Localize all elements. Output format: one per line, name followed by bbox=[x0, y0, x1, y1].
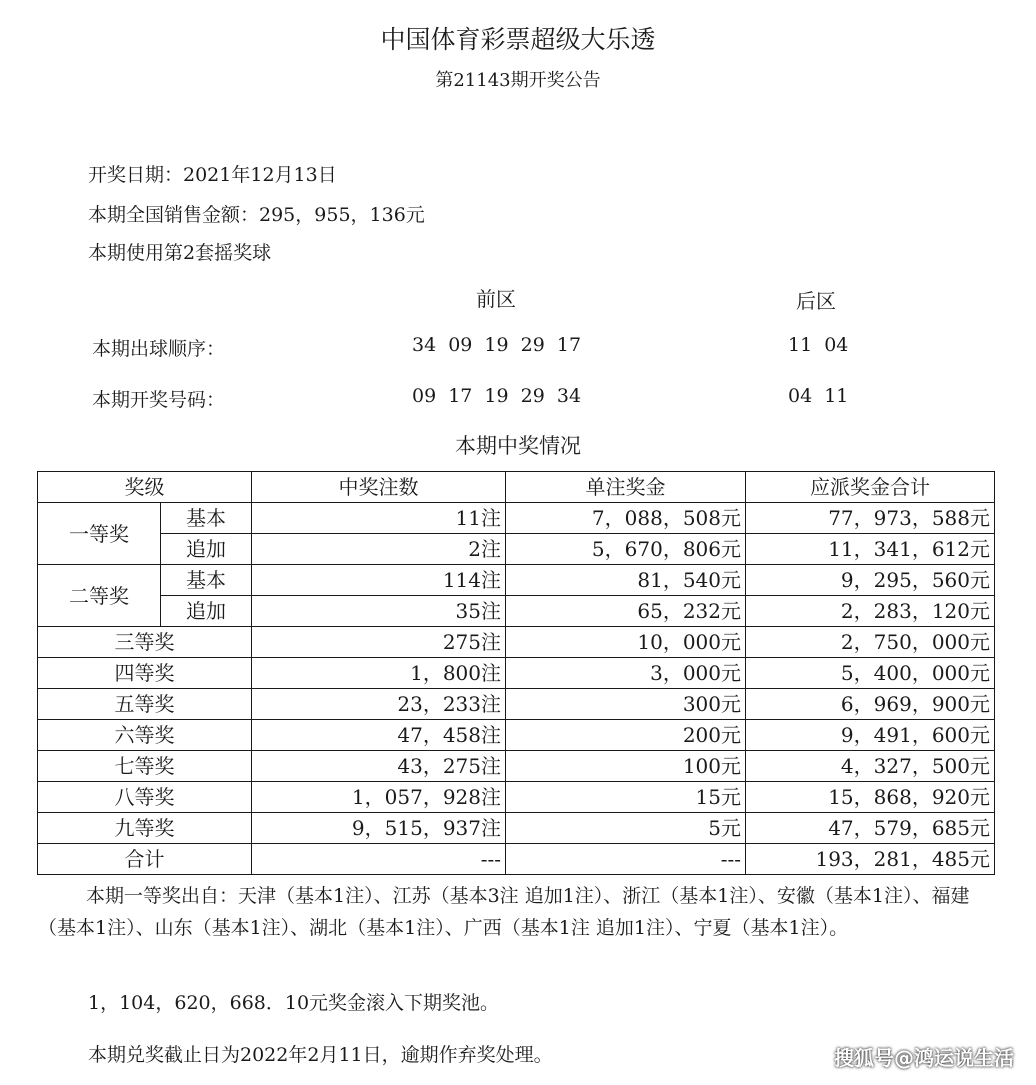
table-row bbox=[38, 720, 995, 751]
winner-count: 275注 bbox=[252, 627, 506, 658]
total-prize: 15，868，920元 bbox=[746, 782, 995, 813]
total-prize: 77，973，588元 bbox=[746, 503, 995, 534]
total-prize: 4，327，500元 bbox=[746, 751, 995, 782]
prize-level: 二等奖 bbox=[38, 565, 161, 627]
prize-sub-type: 基本 bbox=[161, 565, 252, 596]
unit-prize: 5，670，806元 bbox=[506, 534, 746, 565]
sum-label: 合计 bbox=[38, 844, 252, 875]
unit-prize: 81，540元 bbox=[506, 565, 746, 596]
winner-count: 9，515，937注 bbox=[252, 813, 506, 844]
table-row bbox=[38, 658, 995, 689]
header-cell: 应派奖金合计 bbox=[746, 472, 995, 503]
first-prize-origin: 本期一等奖出自：天津（基本1注）、江苏（基本3注 追加1注）、浙江（基本1注）、安徽（基本1注）、福建（基本1注）、山东（基本1注）、湖北（基本1注）、广西（基本1注 追加1注）、宁夏（基本1注）。 bbox=[38, 885, 970, 939]
prize-sub-type: 追加 bbox=[161, 534, 252, 565]
page-title: 中国体育彩票超级大乐透 bbox=[380, 25, 656, 54]
unit-prize: 200元 bbox=[506, 720, 746, 751]
table-row bbox=[38, 503, 995, 534]
table-row bbox=[38, 534, 995, 565]
unit-prize: 15元 bbox=[506, 782, 746, 813]
front-zone-label: 前区 bbox=[476, 287, 516, 311]
unit-prize: 100元 bbox=[506, 751, 746, 782]
winner-count: 23，233注 bbox=[252, 689, 506, 720]
unit-prize: 3，000元 bbox=[506, 658, 746, 689]
sum-count: --- bbox=[252, 844, 506, 875]
header-cell: 中奖注数 bbox=[252, 472, 506, 503]
winner-count: 43，275注 bbox=[252, 751, 506, 782]
total-prize: 11，341，612元 bbox=[746, 534, 995, 565]
unit-prize: 7，088，508元 bbox=[506, 503, 746, 534]
winner-count: 2注 bbox=[252, 534, 506, 565]
winner-count: 1，800注 bbox=[252, 658, 506, 689]
table-row bbox=[38, 596, 995, 627]
source-watermark: 搜狐号@鸿运说生活 bbox=[834, 1046, 1014, 1070]
draw-order-back: 11 04 bbox=[788, 334, 849, 356]
prize-level: 七等奖 bbox=[38, 751, 252, 782]
header-cell: 单注奖金 bbox=[506, 472, 746, 503]
draw-date: 开奖日期：2021年12月13日 bbox=[88, 164, 337, 186]
total-prize: 47，579，685元 bbox=[746, 813, 995, 844]
total-prize: 6，969，900元 bbox=[746, 689, 995, 720]
prize-sub-type: 基本 bbox=[161, 503, 252, 534]
prize-level: 六等奖 bbox=[38, 720, 252, 751]
draw-order-label: 本期出球顺序： bbox=[92, 338, 226, 360]
header-cell: 奖级 bbox=[38, 472, 252, 503]
total-prize: 2，750，000元 bbox=[746, 627, 995, 658]
table-row bbox=[38, 751, 995, 782]
unit-prize: 5元 bbox=[506, 813, 746, 844]
back-zone-label: 后区 bbox=[796, 289, 836, 313]
total-prize: 2，283，120元 bbox=[746, 596, 995, 627]
total-prize: 9，295，560元 bbox=[746, 565, 995, 596]
redemption-deadline: 本期兑奖截止日为2022年2月11日，逾期作弃奖处理。 bbox=[88, 1044, 553, 1066]
prize-table bbox=[37, 471, 995, 875]
section-title: 本期中奖情况 bbox=[455, 434, 581, 458]
winner-count: 114注 bbox=[252, 565, 506, 596]
winner-count: 11注 bbox=[252, 503, 506, 534]
table-row bbox=[38, 565, 995, 596]
winning-numbers-front: 09 17 19 29 34 bbox=[412, 385, 582, 407]
total-prize: 5，400，000元 bbox=[746, 658, 995, 689]
winner-count: 1，057，928注 bbox=[252, 782, 506, 813]
prize-level: 八等奖 bbox=[38, 782, 252, 813]
prize-level: 三等奖 bbox=[38, 627, 252, 658]
winner-count: 47，458注 bbox=[252, 720, 506, 751]
unit-prize: 300元 bbox=[506, 689, 746, 720]
sum-total: 193，281，485元 bbox=[746, 844, 995, 875]
jackpot-pool: 1，104，620，668．10元奖金滚入下期奖池。 bbox=[88, 992, 500, 1014]
prize-level: 一等奖 bbox=[38, 503, 161, 565]
winner-count: 35注 bbox=[252, 596, 506, 627]
winning-numbers-label: 本期开奖号码： bbox=[92, 389, 226, 411]
table-header-row bbox=[38, 472, 995, 503]
prize-level: 九等奖 bbox=[38, 813, 252, 844]
ball-set: 本期使用第2套摇奖球 bbox=[88, 242, 272, 264]
table-row bbox=[38, 813, 995, 844]
winning-numbers-back: 04 11 bbox=[788, 385, 849, 407]
table-row bbox=[38, 689, 995, 720]
prize-level: 四等奖 bbox=[38, 658, 252, 689]
table-row-total bbox=[38, 844, 995, 875]
total-prize: 9，491，600元 bbox=[746, 720, 995, 751]
issue-subtitle: 第21143期开奖公告 bbox=[435, 70, 601, 91]
draw-order-front: 34 09 19 29 17 bbox=[412, 334, 582, 356]
sales-amount: 本期全国销售金额：295，955，136元 bbox=[88, 204, 425, 226]
unit-prize: 10，000元 bbox=[506, 627, 746, 658]
unit-prize: 65，232元 bbox=[506, 596, 746, 627]
table-row bbox=[38, 782, 995, 813]
table-row bbox=[38, 627, 995, 658]
prize-sub-type: 追加 bbox=[161, 596, 252, 627]
prize-level: 五等奖 bbox=[38, 689, 252, 720]
sum-unit: --- bbox=[506, 844, 746, 875]
